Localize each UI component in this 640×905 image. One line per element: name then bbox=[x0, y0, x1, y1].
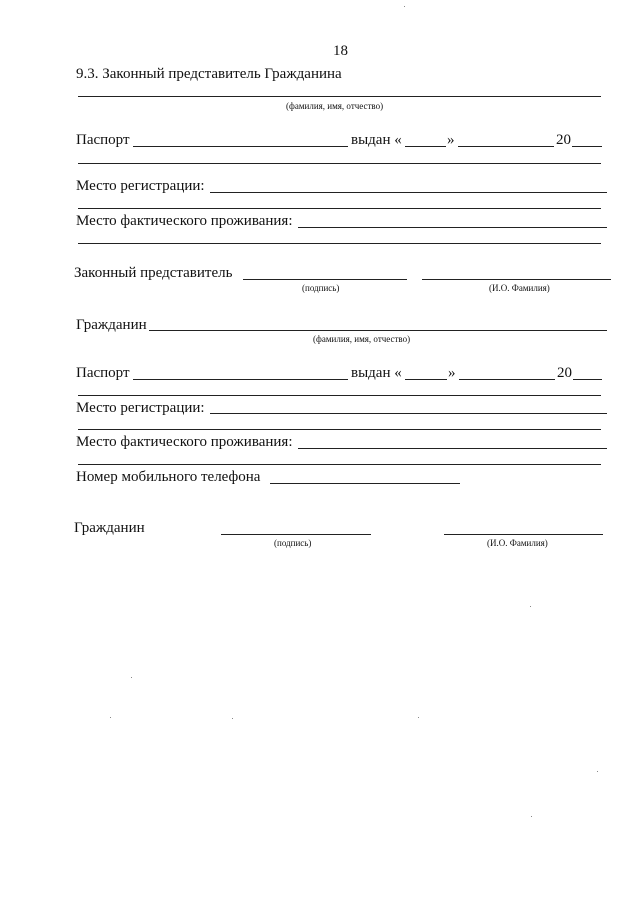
citizen-label: Гражданин bbox=[76, 317, 147, 333]
scan-speck bbox=[531, 816, 532, 817]
citizen-initials-field[interactable] bbox=[444, 534, 603, 535]
citizen-signature-label: Гражданин bbox=[74, 520, 145, 536]
citizen-registration-continuation-field[interactable] bbox=[78, 429, 601, 430]
representative-signature-field[interactable] bbox=[243, 279, 407, 280]
scan-speck bbox=[418, 717, 419, 718]
representative-passport-month-field[interactable] bbox=[458, 146, 554, 147]
phone-field[interactable] bbox=[270, 483, 460, 484]
representative-registration-continuation-field[interactable] bbox=[78, 208, 601, 209]
scan-speck bbox=[530, 606, 531, 607]
representative-residence-continuation-field[interactable] bbox=[78, 243, 601, 244]
representative-name-caption: (фамилия, имя, отчество) bbox=[286, 101, 384, 111]
representative-passport-year-field[interactable] bbox=[572, 146, 602, 147]
representative-registration-field[interactable] bbox=[210, 192, 607, 193]
representative-signature-label: Законный представитель bbox=[74, 265, 233, 281]
representative-passport-issued-close: » bbox=[447, 132, 455, 148]
citizen-passport-month-field[interactable] bbox=[459, 379, 555, 380]
representative-passport-number-field[interactable] bbox=[133, 146, 348, 147]
representative-registration-label: Место регистрации: bbox=[76, 178, 205, 194]
representative-passport-label: Паспорт bbox=[76, 132, 130, 148]
citizen-registration-field[interactable] bbox=[210, 413, 607, 414]
citizen-initials-caption: (И.О. Фамилия) bbox=[487, 538, 548, 548]
representative-initials-caption: (И.О. Фамилия) bbox=[489, 283, 550, 293]
representative-passport-day-field[interactable] bbox=[405, 146, 446, 147]
representative-residence-field[interactable] bbox=[298, 227, 607, 228]
citizen-passport-continuation-field[interactable] bbox=[78, 395, 601, 396]
representative-name-field[interactable] bbox=[78, 96, 601, 97]
citizen-residence-label: Место фактического проживания: bbox=[76, 434, 293, 450]
scan-speck bbox=[597, 771, 598, 772]
representative-initials-field[interactable] bbox=[422, 279, 611, 280]
citizen-name-caption: (фамилия, имя, отчество) bbox=[313, 334, 411, 344]
representative-passport-continuation-field[interactable] bbox=[78, 163, 601, 164]
citizen-residence-field[interactable] bbox=[298, 448, 607, 449]
representative-passport-year-prefix: 20 bbox=[556, 132, 571, 148]
citizen-name-field[interactable] bbox=[149, 330, 607, 331]
citizen-passport-day-field[interactable] bbox=[405, 379, 447, 380]
citizen-signature-field[interactable] bbox=[221, 534, 371, 535]
citizen-residence-continuation-field[interactable] bbox=[78, 464, 601, 465]
phone-label: Номер мобильного телефона bbox=[76, 469, 261, 485]
representative-passport-issued-label: выдан « bbox=[351, 132, 402, 148]
page-number: 18 bbox=[333, 43, 348, 59]
section-title: 9.3. Законный представитель Гражданина bbox=[76, 66, 342, 82]
representative-residence-label: Место фактического проживания: bbox=[76, 213, 293, 229]
citizen-passport-issued-close: » bbox=[448, 365, 456, 381]
scan-speck bbox=[404, 6, 405, 7]
citizen-passport-label: Паспорт bbox=[76, 365, 130, 381]
scan-speck bbox=[232, 718, 233, 719]
representative-signature-caption: (подпись) bbox=[302, 283, 340, 293]
scan-speck bbox=[110, 717, 111, 718]
citizen-passport-issued-label: выдан « bbox=[351, 365, 402, 381]
citizen-passport-year-field[interactable] bbox=[573, 379, 602, 380]
citizen-passport-number-field[interactable] bbox=[133, 379, 348, 380]
scan-speck bbox=[131, 677, 132, 678]
citizen-passport-year-prefix: 20 bbox=[557, 365, 572, 381]
citizen-registration-label: Место регистрации: bbox=[76, 400, 205, 416]
citizen-signature-caption: (подпись) bbox=[274, 538, 312, 548]
